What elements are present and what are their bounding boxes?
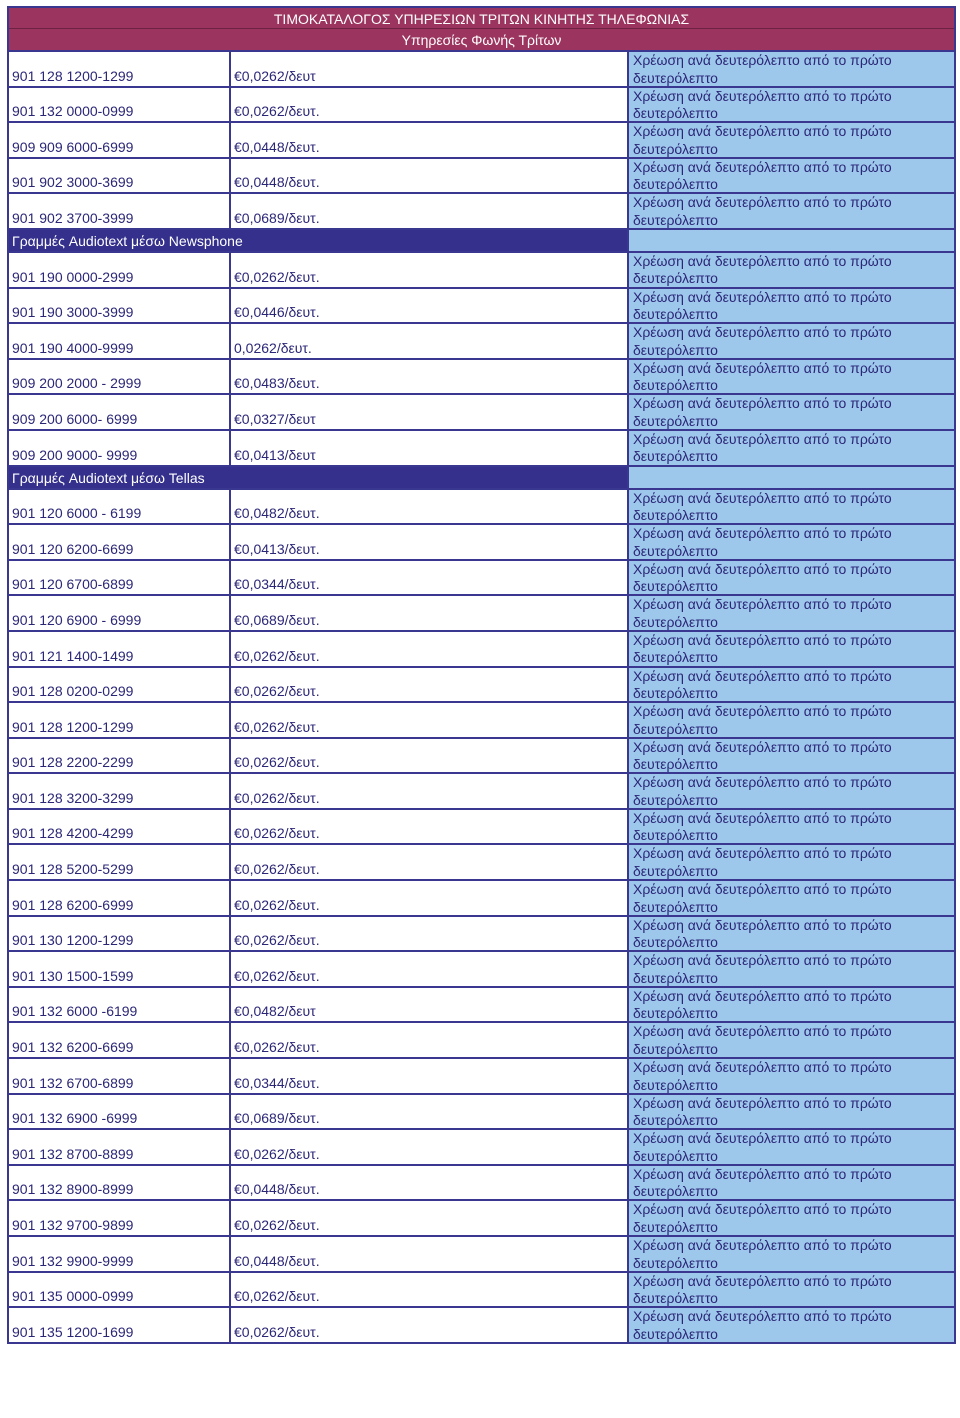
number-range-cell: 909 909 6000-6999 [9,123,231,157]
price-cell: €0,0262/δευτ. [234,103,320,120]
charge-description-cell: Χρέωση ανά δευτερόλεπτο από το πρώτο δευτερόλεπτο [627,1095,954,1129]
table-body [9,52,954,1344]
number-range-cell: 901 128 1200-1299 [9,52,231,86]
charge-description-cell: Χρέωση ανά δευτερόλεπτο από το πρώτο δευτερόλεπτο [627,952,954,986]
table-row [9,289,954,325]
table-row [9,988,954,1024]
price-cell: €0,0689/δευτ. [234,611,320,628]
section-title: Γραμμές Audiotext μέσω Tellas [9,467,627,488]
price-cell: €0,0448/δευτ. [234,174,320,191]
number-range-cell: 901 128 4200-4299 [9,810,231,844]
table-row [9,324,954,360]
charge-description-cell: Χρέωση ανά δευτερόλεπτο από το πρώτο δευτερόλεπτο [627,632,954,666]
table-subtitle: Υπηρεσίες Φωνής Τρίτων [9,29,954,52]
number-range-cell: 901 128 1200-1299 [9,703,231,737]
table-row [9,1308,954,1344]
table-row [9,490,954,526]
table-row [9,360,954,396]
number-range-cell: 901 130 1500-1599 [9,952,231,986]
table-row [9,88,954,124]
number-range-cell: 901 132 6000 -6199 [9,988,231,1022]
charge-description-cell: Χρέωση ανά δευτερόλεπτο από το πρώτο δευτερόλεπτο [627,561,954,595]
charge-description-cell: Χρέωση ανά δευτερόλεπτο από το πρώτο δευτερόλεπτο [627,1273,954,1307]
charge-description-cell: Χρέωση ανά δευτερόλεπτο από το πρώτο δευτερόλεπτο [627,1166,954,1200]
table-row [9,1095,954,1131]
number-range-cell: 901 190 3000-3999 [9,289,231,323]
section-title: Γραμμές Audiotext μέσω Newsphone [9,230,627,251]
number-range-cell: 901 132 9700-9899 [9,1201,231,1235]
number-range-cell: 901 120 6200-6699 [9,525,231,559]
number-range-cell: 901 132 8900-8999 [9,1166,231,1200]
charge-description-cell: Χρέωση ανά δευτερόλεπτο από το πρώτο δευτερόλεπτο [627,810,954,844]
number-range-cell: 901 132 6900 -6999 [9,1095,231,1129]
number-range-cell: 901 128 6200-6999 [9,881,231,915]
price-cell: €0,0262/δευτ. [234,718,320,735]
price-cell: €0,0344/δευτ. [234,576,320,593]
table-row [9,952,954,988]
section-blank-cell [627,467,954,488]
charge-description-cell: Χρέωση ανά δευτερόλεπτο από το πρώτο δευτερόλεπτο [627,739,954,773]
charge-description-cell: Χρέωση ανά δευτερόλεπτο από το πρώτο δευτερόλεπτο [627,395,954,429]
price-cell: €0,0262/δευτ. [234,683,320,700]
charge-description-cell: Χρέωση ανά δευτερόλεπτο από το πρώτο δευτερόλεπτο [627,159,954,193]
table-row [9,52,954,88]
table-row [9,739,954,775]
price-cell: €0,0262/δευτ. [234,789,320,806]
section-header [9,467,954,490]
charge-description-cell: Χρέωση ανά δευτερόλεπτο από το πρώτο δευτερόλεπτο [627,88,954,122]
table-row [9,774,954,810]
price-cell: €0,0262/δευτ. [234,825,320,842]
table-row [9,431,954,467]
price-cell: €0,0262/δευτ. [234,647,320,664]
price-cell: €0,0262/δευτ. [234,896,320,913]
table-row [9,810,954,846]
table-row [9,668,954,704]
number-range-cell: 909 200 6000- 6999 [9,395,231,429]
number-range-cell: 901 120 6900 - 6999 [9,596,231,630]
price-table [7,6,956,1344]
table-row [9,253,954,289]
charge-description-cell: Χρέωση ανά δευτερόλεπτο από το πρώτο δευτερόλεπτο [627,1237,954,1271]
charge-description-cell: Χρέωση ανά δευτερόλεπτο από το πρώτο δευτερόλεπτο [627,490,954,524]
price-cell: €0,0448/δευτ. [234,1181,320,1198]
price-cell: €0,0689/δευτ. [234,1110,320,1127]
table-row [9,1237,954,1273]
price-cell: €0,0262/δευτ. [234,1288,320,1305]
number-range-cell: 901 132 9900-9999 [9,1237,231,1271]
charge-description-cell: Χρέωση ανά δευτερόλεπτο από το πρώτο δευτερόλεπτο [627,881,954,915]
table-row [9,123,954,159]
table-row [9,845,954,881]
charge-description-cell: Χρέωση ανά δευτερόλεπτο από το πρώτο δευτερόλεπτο [627,289,954,323]
price-cell: €0,0262/δευτ [234,67,316,84]
price-cell: €0,0344/δευτ. [234,1074,320,1091]
price-cell: €0,0446/δευτ. [234,304,320,321]
table-row [9,525,954,561]
number-range-cell: 901 135 1200-1699 [9,1308,231,1342]
price-cell: €0,0262/δευτ. [234,754,320,771]
table-row [9,1273,954,1309]
number-range-cell: 901 128 0200-0299 [9,668,231,702]
number-range-cell: 901 132 6700-6899 [9,1059,231,1093]
number-range-cell: 901 132 6200-6699 [9,1023,231,1057]
charge-description-cell: Χρέωση ανά δευτερόλεπτο από το πρώτο δευτερόλεπτο [627,988,954,1022]
number-range-cell: 901 120 6000 - 6199 [9,490,231,524]
number-range-cell: 901 190 4000-9999 [9,324,231,358]
table-row [9,632,954,668]
price-cell: 0,0262/δευτ. [234,339,312,356]
charge-description-cell: Χρέωση ανά δευτερόλεπτο από το πρώτο δευτερόλεπτο [627,1023,954,1057]
price-cell: €0,0262/δευτ. [234,268,320,285]
table-row [9,596,954,632]
table-row [9,1023,954,1059]
charge-description-cell: Χρέωση ανά δευτερόλεπτο από το πρώτο δευτερόλεπτο [627,917,954,951]
table-row [9,881,954,917]
table-row [9,703,954,739]
number-range-cell: 909 200 2000 - 2999 [9,360,231,394]
number-range-cell: 901 128 2200-2299 [9,739,231,773]
charge-description-cell: Χρέωση ανά δευτερόλεπτο από το πρώτο δευτερόλεπτο [627,774,954,808]
price-cell: €0,0262/δευτ. [234,861,320,878]
number-range-cell: 901 128 3200-3299 [9,774,231,808]
charge-description-cell: Χρέωση ανά δευτερόλεπτο από το πρώτο δευτερόλεπτο [627,845,954,879]
price-cell: €0,0327/δευτ [234,410,316,427]
price-cell: €0,0262/δευτ. [234,1323,320,1340]
charge-description-cell: Χρέωση ανά δευτερόλεπτο από το πρώτο δευτερόλεπτο [627,194,954,228]
section-header [9,230,954,253]
number-range-cell: 901 130 1200-1299 [9,917,231,951]
table-row [9,1166,954,1202]
charge-description-cell: Χρέωση ανά δευτερόλεπτο από το πρώτο δευτερόλεπτο [627,52,954,86]
price-cell: €0,0262/δευτ. [234,1145,320,1162]
table-row [9,395,954,431]
charge-description-cell: Χρέωση ανά δευτερόλεπτο από το πρώτο δευτερόλεπτο [627,324,954,358]
price-cell: €0,0482/δευτ. [234,505,320,522]
number-range-cell: 901 135 0000-0999 [9,1273,231,1307]
number-range-cell: 901 128 5200-5299 [9,845,231,879]
charge-description-cell: Χρέωση ανά δευτερόλεπτο από το πρώτο δευτερόλεπτο [627,253,954,287]
charge-description-cell: Χρέωση ανά δευτερόλεπτο από το πρώτο δευτερόλεπτο [627,1130,954,1164]
table-row [9,1059,954,1095]
charge-description-cell: Χρέωση ανά δευτερόλεπτο από το πρώτο δευτερόλεπτο [627,596,954,630]
table-row [9,159,954,195]
charge-description-cell: Χρέωση ανά δευτερόλεπτο από το πρώτο δευτερόλεπτο [627,1201,954,1235]
number-range-cell: 901 132 8700-8899 [9,1130,231,1164]
charge-description-cell: Χρέωση ανά δευτερόλεπτο από το πρώτο δευτερόλεπτο [627,1308,954,1342]
table-row [9,1201,954,1237]
table-row [9,561,954,597]
price-cell: €0,0448/δευτ. [234,1252,320,1269]
number-range-cell: 901 902 3700-3999 [9,194,231,228]
price-cell: €0,0483/δευτ. [234,375,320,392]
price-cell: €0,0448/δευτ. [234,138,320,155]
charge-description-cell: Χρέωση ανά δευτερόλεπτο από το πρώτο δευτερόλεπτο [627,703,954,737]
number-range-cell: 901 190 0000-2999 [9,253,231,287]
price-cell: €0,0413/δευτ [234,446,316,463]
price-cell: €0,0262/δευτ. [234,932,320,949]
number-range-cell: 901 120 6700-6899 [9,561,231,595]
charge-description-cell: Χρέωση ανά δευτερόλεπτο από το πρώτο δευτερόλεπτο [627,431,954,465]
price-cell: €0,0262/δευτ. [234,1039,320,1056]
price-cell: €0,0689/δευτ. [234,209,320,226]
number-range-cell: 909 200 9000- 9999 [9,431,231,465]
table-title: ΤΙΜΟΚΑΤΑΛΟΓΟΣ ΥΠΗΡΕΣΙΩΝ ΤΡΙΤΩΝ ΚΙΝΗΤΗΣ ΤΗΛΕΦΩΝΙΑΣ [9,8,954,29]
charge-description-cell: Χρέωση ανά δευτερόλεπτο από το πρώτο δευτερόλεπτο [627,360,954,394]
price-cell: €0,0262/δευτ. [234,967,320,984]
charge-description-cell: Χρέωση ανά δευτερόλεπτο από το πρώτο δευτερόλεπτο [627,123,954,157]
section-blank-cell [627,230,954,251]
table-row [9,917,954,953]
charge-description-cell: Χρέωση ανά δευτερόλεπτο από το πρώτο δευτερόλεπτο [627,1059,954,1093]
charge-description-cell: Χρέωση ανά δευτερόλεπτο από το πρώτο δευτερόλεπτο [627,525,954,559]
charge-description-cell: Χρέωση ανά δευτερόλεπτο από το πρώτο δευτερόλεπτο [627,668,954,702]
number-range-cell: 901 902 3000-3699 [9,159,231,193]
price-cell: €0,0413/δευτ. [234,540,320,557]
number-range-cell: 901 121 1400-1499 [9,632,231,666]
number-range-cell: 901 132 0000-0999 [9,88,231,122]
table-row [9,194,954,230]
table-row [9,1130,954,1166]
price-cell: €0,0262/δευτ. [234,1217,320,1233]
price-cell: €0,0482/δευτ [234,1003,316,1020]
